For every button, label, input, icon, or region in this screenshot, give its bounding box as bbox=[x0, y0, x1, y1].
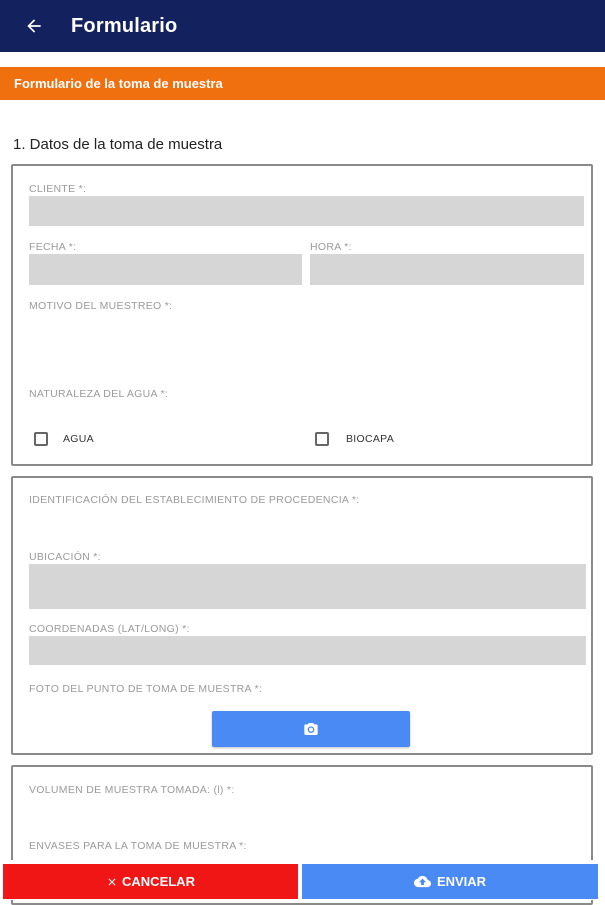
coordenadas-input[interactable] bbox=[29, 636, 586, 665]
cancel-button-label: CANCELAR bbox=[122, 874, 195, 889]
ubicacion-input[interactable] bbox=[29, 564, 586, 609]
biocapa-checkbox-label: BIOCAPA bbox=[346, 433, 395, 445]
cancel-button[interactable] bbox=[3, 864, 298, 899]
app-bar bbox=[0, 0, 605, 52]
take-photo-button[interactable] bbox=[212, 711, 410, 747]
hora-label: HORA *: bbox=[310, 241, 352, 253]
ubicacion-label: UBICACIÓN *: bbox=[29, 551, 101, 563]
foto-label: FOTO DEL PUNTO DE TOMA DE MUESTRA *: bbox=[29, 683, 263, 695]
identificacion-card bbox=[11, 476, 593, 755]
cloud-upload-icon bbox=[414, 873, 431, 890]
biocapa-checkbox[interactable] bbox=[315, 432, 329, 446]
motivo-label: MOTIVO DEL MUESTREO *: bbox=[29, 300, 173, 312]
naturaleza-label: NATURALEZA DEL AGUA *: bbox=[29, 388, 169, 400]
arrow-left-icon bbox=[24, 16, 44, 36]
send-button-label: ENVIAR bbox=[436, 874, 487, 889]
camera-icon bbox=[303, 721, 319, 737]
close-icon bbox=[106, 876, 118, 888]
hora-input[interactable] bbox=[310, 254, 584, 285]
agua-checkbox[interactable] bbox=[34, 432, 48, 446]
back-button[interactable] bbox=[19, 11, 49, 41]
envases-label: ENVASES PARA LA TOMA DE MUESTRA *: bbox=[29, 840, 247, 852]
coordenadas-label: COORDENADAS (LAT/LONG) *: bbox=[29, 623, 190, 635]
send-button[interactable] bbox=[302, 864, 598, 899]
volumen-label: VOLUMEN DE MUESTRA TOMADA: (l) *: bbox=[29, 784, 235, 796]
identificacion-label: IDENTIFICACIÓN DEL ESTABLECIMIENTO DE PROCEDENCIA *: bbox=[29, 494, 360, 506]
section-title: Formulario de la toma de muestra bbox=[14, 76, 223, 91]
fecha-label: FECHA *: bbox=[29, 241, 77, 253]
fecha-input[interactable] bbox=[29, 254, 302, 285]
cliente-label: CLIENTE *: bbox=[29, 183, 87, 195]
motivo-input[interactable] bbox=[29, 316, 584, 376]
datos-card bbox=[11, 164, 593, 466]
subsection-title: 1. Datos de la toma de muestra bbox=[13, 136, 223, 153]
section-banner bbox=[0, 67, 605, 100]
cliente-input[interactable] bbox=[29, 196, 584, 226]
agua-checkbox-label: AGUA bbox=[63, 433, 94, 445]
page-title: Formulario bbox=[71, 14, 178, 37]
identificacion-input[interactable] bbox=[29, 510, 584, 542]
